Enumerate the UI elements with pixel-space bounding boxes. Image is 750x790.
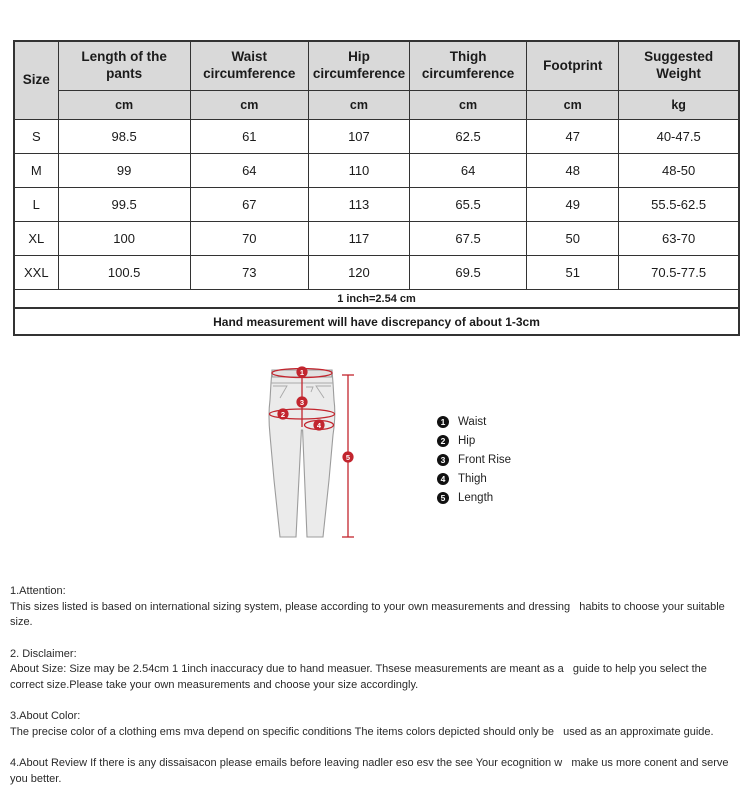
column-header-1: Waist circumference [190, 41, 308, 91]
svg-text:4: 4 [316, 420, 322, 430]
size-chart-head [14, 41, 739, 120]
column-unit-3: cm [410, 91, 527, 120]
column-unit-2: cm [308, 91, 409, 120]
table-row [14, 188, 739, 222]
value-cell-5: 70.5-77.5 [619, 256, 739, 290]
value-cell-2: 117 [308, 222, 409, 256]
column-header-5: Suggested Weight [619, 41, 739, 91]
value-cell-5: 55.5-62.5 [619, 188, 739, 222]
value-cell-2: 113 [308, 188, 409, 222]
column-unit-0: cm [58, 91, 190, 120]
size-cell: XXL [14, 256, 58, 290]
value-cell-1: 67 [190, 188, 308, 222]
notes-section [10, 584, 740, 787]
footnote-text: Hand measurement will have discrepancy of about 1-3cm [14, 308, 739, 335]
value-cell-4: 50 [527, 222, 619, 256]
legend-label: Front Rise [458, 453, 512, 466]
table-row [14, 222, 739, 256]
note-body: The precise color of a clothing ems mva depend on specific conditions The items colors depicted should only be used as an approximate guide. [10, 725, 714, 738]
value-cell-1: 73 [190, 256, 308, 290]
value-cell-3: 64 [410, 154, 527, 188]
footnote-row [14, 308, 739, 335]
column-unit-5: kg [619, 91, 739, 120]
value-cell-5: 40-47.5 [619, 120, 739, 154]
legend-label: Waist [458, 415, 487, 428]
size-chart-body [14, 120, 739, 290]
footnote-text: 1 inch=2.54 cm [14, 290, 739, 309]
legend-item [437, 450, 511, 469]
header-row-labels [14, 41, 739, 91]
column-header-2: Hip circumference [308, 41, 409, 91]
svg-text:1: 1 [299, 367, 305, 377]
column-unit-1: cm [190, 91, 308, 120]
table-row [14, 154, 739, 188]
value-cell-3: 65.5 [410, 188, 527, 222]
size-cell: S [14, 120, 58, 154]
value-cell-4: 49 [527, 188, 619, 222]
legend-marker-icon: 4 [437, 473, 449, 485]
legend-marker-icon: 3 [437, 454, 449, 466]
note-heading: 2. Disclaimer: [10, 647, 77, 660]
legend-item [437, 431, 511, 450]
note-body: 4.About Review If there is any dissaisacon please emails before leaving nadler eso esv the see Your ecognition w make us more conent and serve you better. [10, 757, 732, 785]
size-chart-table [13, 40, 740, 336]
legend-label: Length [458, 491, 494, 504]
value-cell-0: 99.5 [58, 188, 190, 222]
note-body: About Size: Size may be 2.54cm 1 1inch inaccuracy due to hand measuer. Thsese measurements are meant as a guide to help you select the correct size.Please take your own measurements and choose your size accordingly. [10, 663, 710, 691]
value-cell-2: 107 [308, 120, 409, 154]
column-header-3: Thigh circumference [410, 41, 527, 91]
svg-text:3: 3 [299, 397, 305, 407]
legend-item [437, 469, 511, 488]
note-paragraph-4 [10, 756, 740, 787]
value-cell-1: 70 [190, 222, 308, 256]
note-paragraph-2 [10, 647, 740, 694]
legend-label: Thigh [458, 472, 487, 485]
value-cell-4: 48 [527, 154, 619, 188]
pants-measurement-diagram-icon [250, 360, 380, 565]
legend-label: Hip [458, 434, 476, 447]
table-row [14, 120, 739, 154]
value-cell-2: 120 [308, 256, 409, 290]
legend-marker-icon: 5 [437, 492, 449, 504]
footnote-row [14, 290, 739, 309]
value-cell-5: 48-50 [619, 154, 739, 188]
value-cell-3: 69.5 [410, 256, 527, 290]
note-body: This sizes listed is based on international sizing system, please according to your own measurements and dressing habits to choose your suitable size. [10, 600, 728, 628]
value-cell-5: 63-70 [619, 222, 739, 256]
svg-text:5: 5 [345, 452, 351, 462]
value-cell-1: 64 [190, 154, 308, 188]
value-cell-3: 67.5 [410, 222, 527, 256]
value-cell-2: 110 [308, 154, 409, 188]
column-unit-4: cm [527, 91, 619, 120]
legend-item [437, 412, 511, 431]
table-row [14, 256, 739, 290]
size-cell: L [14, 188, 58, 222]
value-cell-3: 62.5 [410, 120, 527, 154]
value-cell-0: 100.5 [58, 256, 190, 290]
note-heading: 1.Attention: [10, 585, 66, 597]
legend-marker-icon: 2 [437, 435, 449, 447]
value-cell-4: 47 [527, 120, 619, 154]
legend-item [437, 488, 511, 507]
size-chart-section [13, 40, 740, 336]
value-cell-0: 100 [58, 222, 190, 256]
svg-text:2: 2 [280, 409, 286, 419]
measurement-diagram-section [0, 360, 750, 568]
header-row-units [14, 91, 739, 120]
value-cell-4: 51 [527, 256, 619, 290]
note-heading: 3.About Color: [10, 710, 81, 722]
size-chart-footnotes [14, 290, 739, 336]
note-paragraph-3 [10, 709, 740, 740]
column-header-4: Footprint [527, 41, 619, 91]
legend-marker-icon: 1 [437, 416, 449, 428]
note-paragraph-1 [10, 584, 740, 631]
measurement-legend [437, 412, 511, 507]
column-header-0: Length of the pants [58, 41, 190, 91]
value-cell-0: 98.5 [58, 120, 190, 154]
value-cell-1: 61 [190, 120, 308, 154]
size-cell: M [14, 154, 58, 188]
column-header-size: Size [14, 41, 58, 120]
size-cell: XL [14, 222, 58, 256]
value-cell-0: 99 [58, 154, 190, 188]
